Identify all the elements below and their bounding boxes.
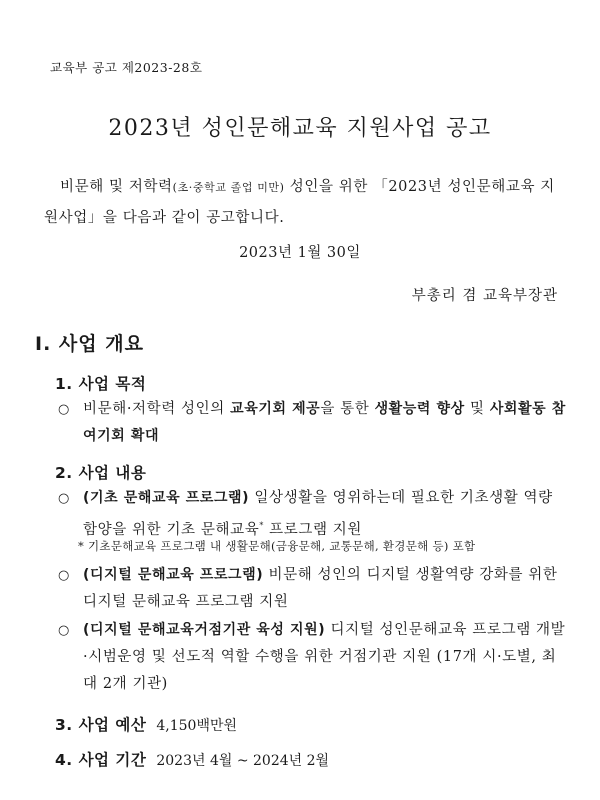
- text: 을 통한: [320, 401, 375, 417]
- circle-bullet-icon: ○: [58, 402, 70, 417]
- announcement-date: 2023년 1월 30일: [239, 245, 361, 261]
- bullet-body: [58, 485, 568, 544]
- subheading-content: 2. 사업 내용: [55, 464, 147, 482]
- content-bullet-2: [58, 562, 568, 616]
- purpose-bullet: [58, 396, 568, 450]
- bullet-label: (디지털 문해교육거점기관 육성 지원): [83, 622, 326, 638]
- bullet-body: [58, 562, 568, 616]
- intro-text-2: 성인을 위한 「2023년 성인문해교육 지원사업」을 다음과 같이 공고합니다.: [44, 179, 555, 226]
- text: 디지털 성인문해교육 프로그램 개발·시범운영 및 선도적 역할 수행을 위한 거점기관 지원 (17개 시·도별, 최대 2개 기관): [83, 622, 566, 692]
- notice-number: 교육부 공고 제2023-28호: [50, 60, 203, 75]
- subheading-purpose: 1. 사업 목적: [55, 375, 147, 393]
- text: 비문해 성인의 디지털 생활역량 강화를 위한 디지털 문해교육 프로그램 지원: [83, 567, 558, 610]
- period-value: 2023년 4월 ~ 2024년 2월: [156, 753, 330, 769]
- budget-value: 4,150백만원: [156, 718, 238, 734]
- text: 비문해·저학력 성인의: [83, 401, 231, 417]
- period-label: 4. 사업 기간: [55, 751, 147, 769]
- highlight: 생활능력 향상: [374, 401, 465, 417]
- signer: 부총리 겸 교육부장관: [411, 288, 558, 304]
- subheading-budget: [55, 713, 237, 735]
- bullet-body: [58, 617, 568, 698]
- text: 및: [464, 401, 490, 417]
- highlight: 사회활동 참여기회 확대: [83, 401, 566, 444]
- budget-label: 3. 사업 예산: [55, 716, 147, 734]
- text: 일상생활을 영위하는데 필요한 기초생활 역량 함양을 위한 기초 문해교육: [83, 490, 553, 538]
- bullet-label: (디지털 문해교육 프로그램): [83, 567, 264, 583]
- bullet-body: [58, 396, 568, 450]
- circle-bullet-icon: ○: [58, 623, 70, 638]
- bullet-label: (기초 문해교육 프로그램): [83, 490, 250, 506]
- intro-text-1: 비문해 및 저학력: [60, 179, 173, 195]
- circle-bullet-icon: ○: [58, 491, 70, 506]
- footnote-marker: *: [259, 521, 264, 530]
- footnote: * 기초문해교육 프로그램 내 생활문해(금융문해, 교통문해, 환경문해 등) 포함: [78, 539, 476, 553]
- intro-paragraph: [44, 172, 564, 233]
- content-bullet-1: [58, 485, 568, 544]
- document-title: 2023년 성인문해교육 지원사업 공고: [108, 116, 492, 141]
- intro-paren: (초·중학교 졸업 미만): [172, 181, 285, 194]
- section-heading-overview: Ⅰ. 사업 개요: [35, 333, 144, 355]
- highlight: 교육기회 제공: [230, 401, 321, 417]
- circle-bullet-icon: ○: [58, 568, 70, 583]
- content-bullet-3: [58, 617, 568, 698]
- text: 프로그램 지원: [263, 521, 362, 538]
- subheading-period: [55, 748, 329, 770]
